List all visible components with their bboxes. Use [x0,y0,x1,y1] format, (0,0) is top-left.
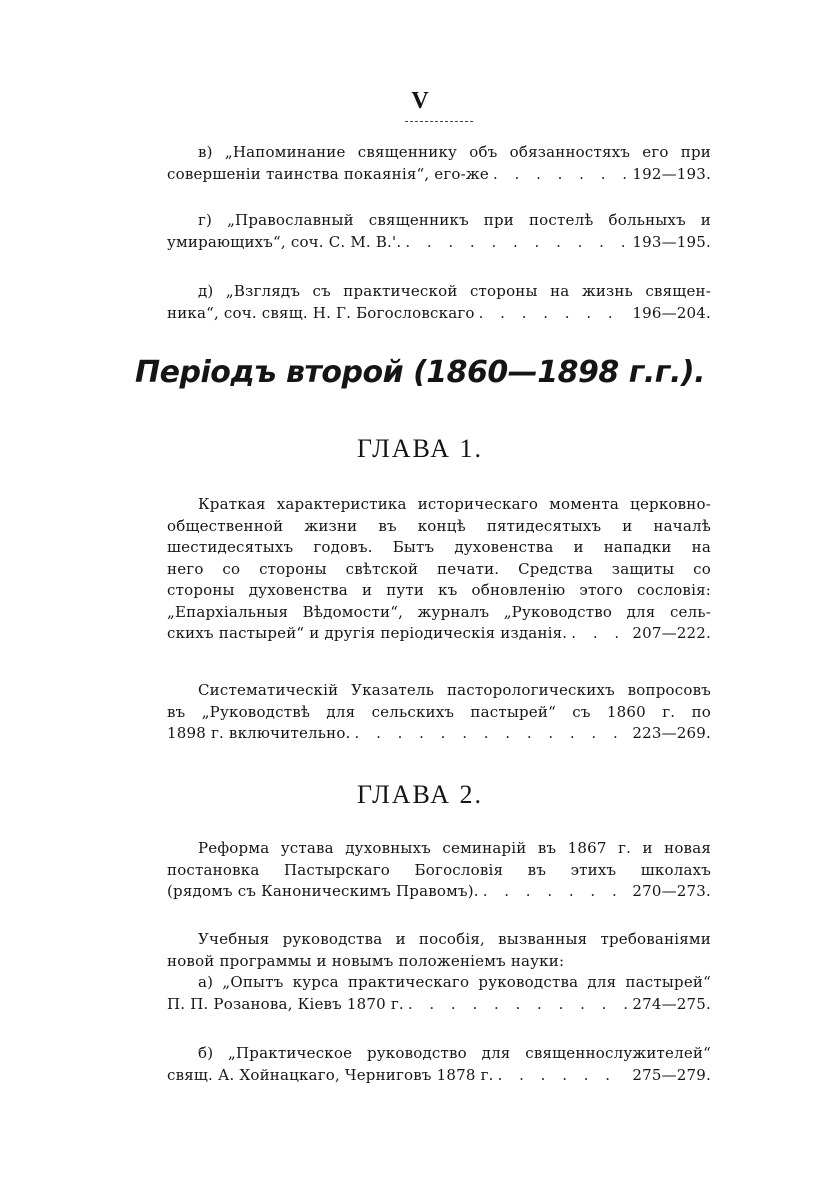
entry-text-line: него со стороны свѣтской печати. Средства защиты со [167,559,711,578]
entry-last-line [167,164,711,186]
entry-text-line: Учебныя руководства и пособiя, вызванныя требованiями [198,930,711,948]
toc-entry-g [167,210,711,253]
entry-text-line: стороны духовенства и пути къ обновленiю этого сословiя: [167,581,711,599]
entry-text-line: 1898 г. включительно. [167,724,351,742]
entry-last-line [167,994,711,1016]
entry-text-line: „Епархiальныя Вѣдомости“, журналъ „Руководство для сель- [167,602,711,621]
entry-text-line: ника“, соч. свящ. Н. Г. Богословскаго [167,303,475,322]
entry-last-line [167,232,711,254]
dot-leader [498,1065,629,1087]
entry-text-line: Краткая характеристика историческаго момента церковно- [198,495,711,513]
chapter-1-entry-1 [167,494,711,645]
page-range: 223—269. [632,724,711,742]
entry-text-line: в) „Напоминание священнику объ обязанностяхъ его при [198,143,711,161]
entry-text-line: общественной жизни въ концѣ пятидесятыхъ и началѣ [167,516,711,535]
entry-text-line: Реформа устава духовныхъ семинарiй въ 1867 г. и новая [198,839,711,857]
entry-text-line: (рядомъ съ Каноническимъ Правомъ). [167,882,479,900]
page-range: 270—273. [632,882,711,900]
toc-entry-d [167,281,711,324]
dot-leader [355,723,629,745]
dot-leader [408,994,629,1016]
page-range: 193—195. [632,232,711,251]
entry-last-line [167,623,711,645]
dot-leader [405,232,628,254]
page-range: 196—204. [632,303,711,322]
entry-text-line: совершенiи таинства покаянiя“, его-же [167,164,490,183]
chapter-1-title: ГЛАВА 1. [357,434,483,463]
page-range: 274—275. [632,994,711,1013]
page-range: 275—279. [632,1065,711,1084]
dot-leader [571,623,628,645]
page-number: V [411,88,429,114]
entry-last-line [167,1065,711,1087]
entry-last-line [167,303,711,325]
entry-text-line: умирающихъ“, соч. С. М. В.'. [167,232,402,251]
chapter-2-entry-3 [167,1043,711,1086]
period-title: Перiодъ второй (1860—1898 г.г.). [135,355,705,390]
entry-text-line: Систематическiй Указатель пасторологическихъ вопросовъ [198,681,711,699]
page-range: 207—222. [632,624,711,642]
chapter-2-title: ГЛАВА 2. [357,780,483,809]
entry-text-line: П. П. Розанова, Кiевъ 1870 г. [167,994,404,1013]
page-range: 192—193. [632,164,711,183]
entry-text-line: д) „Взглядъ съ практической стороны на жизнь священ- [198,282,711,300]
entry-last-line [167,881,711,903]
chapter-1-entry-2 [167,680,711,745]
entry-text-line: шестидесятыхъ годовъ. Бытъ духовенства и нападки на [167,538,711,556]
entry-text-line: скихъ пастырей“ и другiя перiодическiя изданiя. [167,624,568,642]
chapter-2-entry-2 [167,929,711,1015]
entry-text-line: г) „Православный священникъ при постелѣ больныхъ и [198,211,711,229]
dot-leader [493,164,628,186]
entry-text-line: постановка Пастырскаго Богословiя въ этихъ школахъ [167,860,711,879]
entry-text-line: б) „Практическое руководство для священнослужителей“ [198,1044,711,1062]
entry-text-line: свящ. А. Хойнацкаго, Черниговъ 1878 г. [167,1065,494,1084]
chapter-2-entry-1 [167,838,711,903]
toc-entry-v [167,142,711,185]
entry-text-line: а) „Опытъ курса практическаго руководства для пастырей“ [198,973,711,991]
entry-text-line: новой программы и новымъ положенiемъ науки: [167,951,565,970]
page-number-rule [405,121,473,122]
entry-text-line: въ „Руководствѣ для сельскихъ пастырей“ съ 1860 г. по [167,702,711,721]
dot-leader [483,881,629,903]
entry-last-line [167,723,711,745]
dot-leader [479,303,629,325]
